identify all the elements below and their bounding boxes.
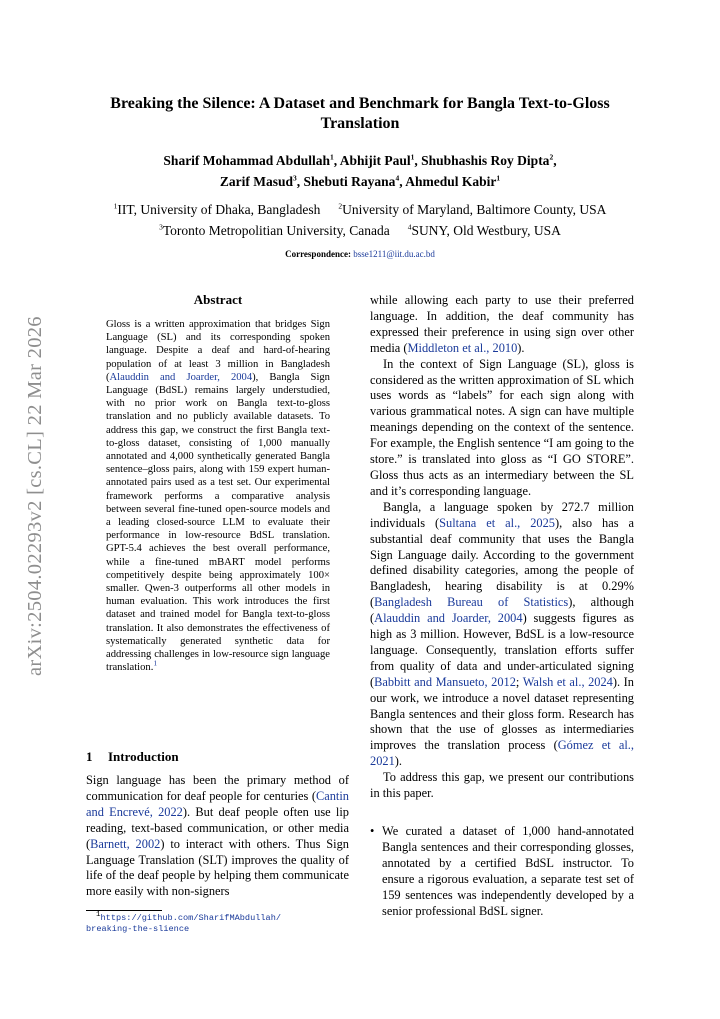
paragraph-text: ; xyxy=(515,674,523,689)
author-affiliation-mark: 3 xyxy=(293,173,297,183)
citation-link[interactable]: Middleton et al., 2010 xyxy=(407,340,518,355)
paragraph-text: ). xyxy=(394,754,403,769)
author-name: Shubhashis Roy Dipta xyxy=(421,153,550,168)
paragraph-text: while allowing each party to use their preferred language. In addition, the deaf community has expressed their preference in using sign over other media ( xyxy=(370,293,634,355)
author-name: Abhijit Paul xyxy=(339,153,411,168)
citation-link[interactable]: Cantin and Encrevé, 2022 xyxy=(86,788,349,819)
footnote xyxy=(86,913,349,935)
paragraph-text: Bangla, a language spoken by 272.7 million individuals ( xyxy=(370,499,634,530)
citation-link[interactable]: Babbitt and Mansueto, 2012 xyxy=(374,674,516,689)
author-affiliation-mark: 1 xyxy=(410,152,415,162)
introduction-paragraph xyxy=(86,773,349,900)
correspondence-label: Correspondence: xyxy=(285,249,351,259)
citation-link[interactable]: Sultana et al., 2025 xyxy=(439,515,555,530)
affiliation: University of Maryland, Baltimore County, USA xyxy=(342,202,607,217)
paragraph-text: ). In our work, we introduce a novel dataset representing Bangla sentences and their gloss form. Research has shown that the use of glosses as intermediaries improves the translation process ( xyxy=(370,674,634,753)
paragraph-text: Sign language has been the primary method of communication for deaf people for centuries ( xyxy=(86,773,349,803)
paragraph-text: ). xyxy=(517,340,525,355)
paragraph: In the context of Sign Language (SL), gloss is considered as the written approximation of SL which uses words as “labels” for each sign along with various grammatical notes. A sign can have multiple meanings depending on the context of the sentence. For example, the English sentence “I am going to the store.” is translated into gloss as “I GO STORE”. Gloss thus acts as an intermediary between the SL and it’s corresponding language. xyxy=(370,356,634,498)
paragraph-text: ) to interact with others. Thus Sign Language Translation (SLT) improves the quality of life of the deaf people by helping them communicate more easily with non-signers xyxy=(86,836,350,899)
section-title: Introduction xyxy=(108,749,179,764)
affiliation-number: 4 xyxy=(407,222,412,232)
affiliation-list xyxy=(80,199,640,241)
citation-link[interactable]: Walsh et al., 2024 xyxy=(522,674,613,689)
correspondence xyxy=(80,248,640,260)
author-name: Shebuti Rayana xyxy=(303,174,396,189)
paragraph-text: ), also has a substantial deaf community that uses the Bangla Sign Language daily. According to the government defined disability categories, among the people of Bangladesh, hearing disability is at 0.29% ( xyxy=(370,515,634,610)
author-affiliation-mark: 1 xyxy=(496,173,501,183)
abstract-heading: Abstract xyxy=(193,292,243,307)
author-name: Sharif Mohammad Abdullah xyxy=(163,153,330,168)
abstract-text: Gloss is a written approximation that bridges Sign Language (SL) and its corresponding spoken language. Despite a deaf and hard-of-hearing population of at least 3 million in Bangladesh ( xyxy=(106,319,330,383)
author-affiliation-mark: 4 xyxy=(395,173,400,183)
paragraph xyxy=(370,293,634,357)
affiliation: Toronto Metropolitian University, Canada xyxy=(162,223,390,238)
paper-title: Breaking the Silence: A Dataset and Benchmark for Bangla Text-to-Gloss Translation xyxy=(110,95,610,132)
author-affiliation-mark: 1 xyxy=(329,152,334,162)
paragraph: To address this gap, we present our contributions in this paper. xyxy=(370,770,634,801)
citation-link[interactable]: Alauddin and Joarder, 2004 xyxy=(109,371,253,383)
citation-link[interactable]: Barnett, 2002 xyxy=(90,836,161,851)
citation-link[interactable]: Gómez et al., 2021 xyxy=(370,738,634,769)
affiliation-number: 2 xyxy=(338,201,343,211)
footnote-number: 1 xyxy=(96,911,101,920)
affiliation-number: 3 xyxy=(159,222,163,232)
section-number: 1 xyxy=(86,749,93,764)
author-affiliation-mark: 2 xyxy=(549,152,554,162)
paragraph-text: ). But deaf people often use lip reading, text-based communication, or other media ( xyxy=(86,804,349,851)
correspondence-email-link[interactable]: bsse1211@iit.du.ac.bd xyxy=(353,249,435,259)
right-column xyxy=(370,293,634,919)
bullet-marker: • xyxy=(370,824,375,838)
abstract-text: ), Bangla Sign Language (BdSL) remains largely understudied, with no prior work on Bangla text-to-gloss translation and no publicly available datasets. To address this gap, we construct the first Bangla text-to-gloss dataset, consisting of 1,000 manually annotated and 4,000 synthetically generated Bangla sentence–gloss pairs, along with 159 expert human-annotated pairs used as a test set. Our experimental framework performs a comparative analysis between several fine-tuned open-source models and a leading closed-source LLM to evaluate their performance in low-resource BdSL translation. GPT-5.4 achieves the best overall performance, while a fine-tuned mBART model performs competitively despite being approximately 100× smaller. Qwen-3 outperforms all other models in human evaluation. This work introduces the first dataset and trained model for Bangla text-to-gloss translation. It also demonstrates the effectiveness of systematically generated synthetic data for addressing challenges in low-resource sign language translation. xyxy=(106,371,330,674)
paragraph-text: ), although ( xyxy=(370,595,635,626)
author-name: Ahmedul Kabir xyxy=(405,174,497,189)
paragraph-text: ) suggests figures as high as 3 million. However, BdSL is a low-resource language. Consequently, translation efforts suffer from quality of data and under-articulated signing ( xyxy=(370,611,634,689)
contribution-list xyxy=(370,824,634,919)
footnote-marker-link[interactable]: 1 xyxy=(153,658,158,668)
paragraph xyxy=(370,500,634,770)
arxiv-identifier-stamp: arXiv:2504.02293v2 [cs.CL] 22 Mar 2026 xyxy=(24,316,46,676)
author-name: Zarif Masud xyxy=(219,174,294,189)
footnote-url-link[interactable]: https://github.com/SharifMAbdullah/ xyxy=(100,913,282,923)
footnote-url-link-continued[interactable]: breaking-the-slience xyxy=(86,924,190,934)
list-item xyxy=(370,824,634,919)
author-list: Sharif Mohammad Abdullah$^1$, Abhijit Paul$^1$, Shubhashis Roy Dipta$^2$, Zarif Masud$^3$, Shebuti Rayana$^4$, Ahmedul Kabir$^1$ xyxy=(163,152,557,189)
abstract-body xyxy=(106,318,330,674)
affiliation: SUNY, Old Westbury, USA xyxy=(411,223,561,238)
affiliation: IIT, University of Dhaka, Bangladesh xyxy=(117,202,321,217)
citation-link[interactable]: Alauddin and Joarder, 2004 xyxy=(374,611,523,626)
affiliation-number: 1 xyxy=(113,201,118,211)
list-item-text: We curated a dataset of 1,000 hand-annotated Bangla sentences and their corresponding glosses, annotated by a certified BdSL instructor. To ensure a rigorous evaluation, a separate test set of 159 sentences was independently developed by a senior professional BdSL signer. xyxy=(382,824,634,918)
section-heading-introduction xyxy=(86,749,179,765)
citation-link[interactable]: Bangladesh Bureau of Statistics xyxy=(374,595,569,610)
